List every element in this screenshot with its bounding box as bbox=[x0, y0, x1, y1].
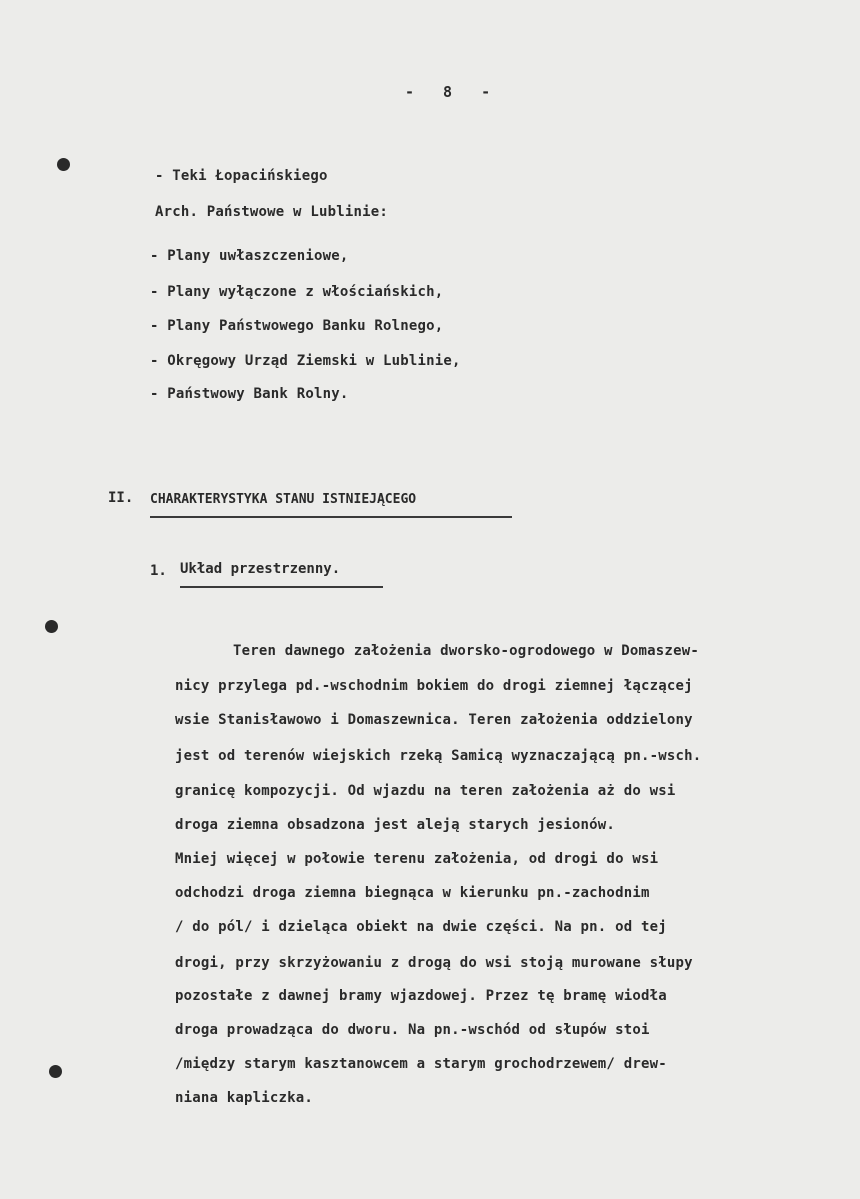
paragraph-line: / do pól/ i dzieląca obiekt na dwie części. Na pn. od tej bbox=[175, 919, 667, 935]
section-number: II. bbox=[108, 490, 134, 506]
source-item: - Plany uwłaszczeniowe, bbox=[150, 248, 349, 264]
paragraph-line: Teren dawnego założenia dworsko-ogrodowego w Domaszew- bbox=[233, 643, 699, 659]
subsection-title-underline bbox=[180, 586, 383, 588]
paragraph-line: drogi, przy skrzyżowaniu z drogą do wsi stoją murowane słupy bbox=[175, 955, 693, 971]
paragraph-line: niana kapliczka. bbox=[175, 1090, 314, 1106]
subsection-number: 1. bbox=[150, 563, 167, 579]
page-number: - 8 - bbox=[405, 83, 501, 101]
paragraph-line: granicę kompozycji. Od wjazdu na teren założenia aż do wsi bbox=[175, 783, 676, 799]
section-title: CHARAKTERYSTYKA STANU ISTNIEJĄCEGO bbox=[150, 492, 417, 507]
paragraph-line: odchodzi droga ziemna biegnąca w kierunku pn.-zachodnim bbox=[175, 885, 650, 901]
punch-hole bbox=[49, 1065, 62, 1078]
paragraph-line: droga prowadząca do dworu. Na pn.-wschód od słupów stoi bbox=[175, 1022, 650, 1038]
source-item: - Plany Państwowego Banku Rolnego, bbox=[150, 318, 444, 334]
punch-hole bbox=[45, 620, 58, 633]
source-teki: - Teki Łopacińskiego bbox=[155, 168, 328, 184]
source-item: - Plany wyłączone z włościańskich, bbox=[150, 284, 444, 300]
punch-hole bbox=[57, 158, 70, 171]
paragraph-line: droga ziemna obsadzona jest aleją starych jesionów. bbox=[175, 817, 616, 833]
archive-title: Arch. Państwowe w Lublinie: bbox=[155, 204, 388, 220]
paragraph-line: wsie Stanisławowo i Domaszewnica. Teren założenia oddzielony bbox=[175, 712, 693, 728]
source-item: - Okręgowy Urząd Ziemski w Lublinie, bbox=[150, 353, 461, 369]
subsection-title: Układ przestrzenny. bbox=[180, 561, 341, 577]
paragraph-line: nicy przylega pd.-wschodnim bokiem do drogi ziemnej łączącej bbox=[175, 678, 693, 694]
source-item: - Państwowy Bank Rolny. bbox=[150, 386, 349, 402]
paragraph-line: /między starym kasztanowcem a starym grochodrzewem/ drew- bbox=[175, 1056, 667, 1072]
paragraph-line: Mniej więcej w połowie terenu założenia, od drogi do wsi bbox=[175, 851, 659, 867]
section-title-underline bbox=[150, 516, 512, 518]
paragraph-line: pozostałe z dawnej bramy wjazdowej. Przez tę bramę wiodła bbox=[175, 988, 667, 1004]
paragraph-line: jest od terenów wiejskich rzeką Samicą wyznaczającą pn.-wsch. bbox=[175, 748, 702, 764]
